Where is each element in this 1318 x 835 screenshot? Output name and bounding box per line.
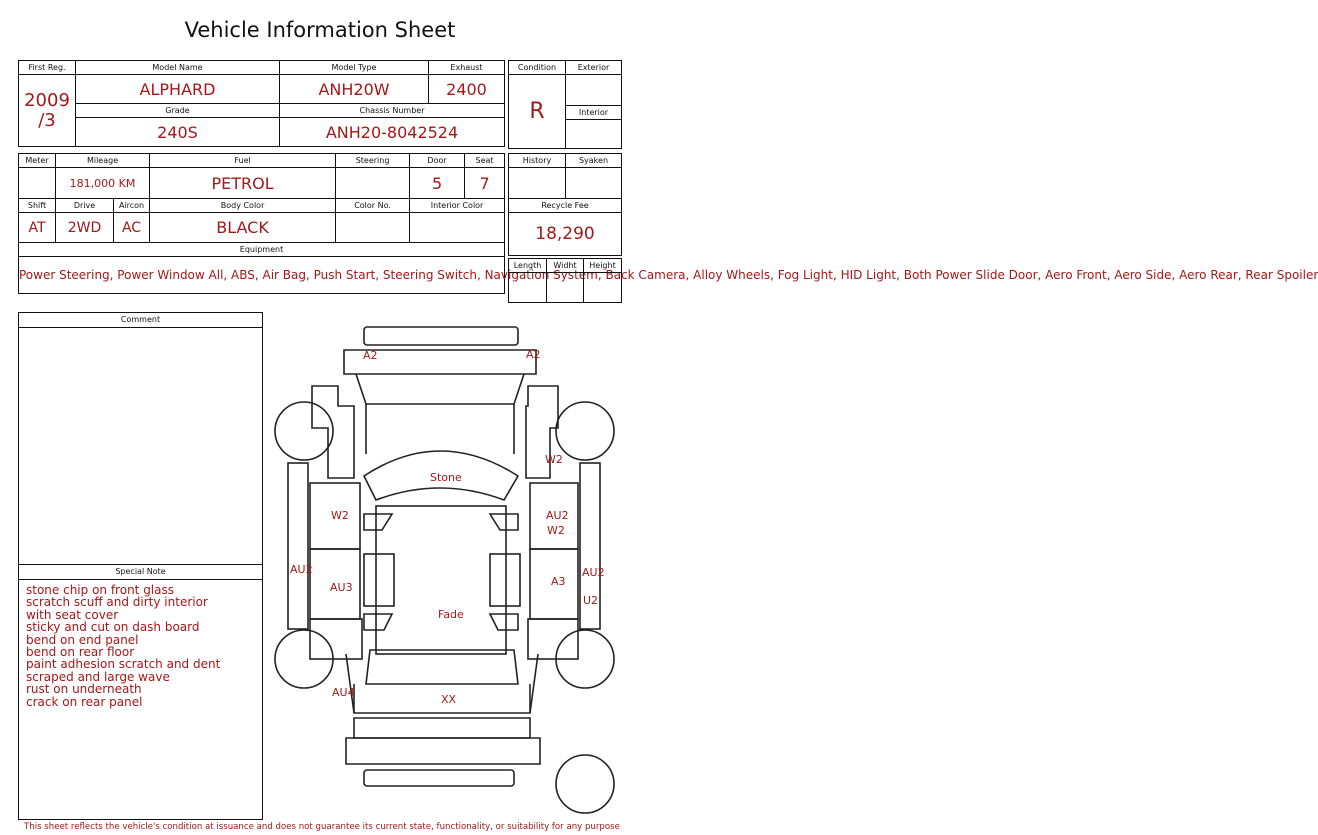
vehicle-info-table — [18, 60, 505, 147]
seat-value: 7 — [465, 168, 505, 199]
first-reg-month: /3 — [38, 109, 56, 131]
history-label: History — [509, 154, 566, 168]
first-reg-year: 2009 — [24, 89, 70, 111]
mark-roof: Fade — [438, 608, 464, 621]
equipment-label: Equipment — [19, 243, 505, 257]
height-label: Height — [584, 259, 622, 273]
mark-left-rear-door: AU3 — [330, 581, 353, 594]
right-quarter-window — [490, 614, 518, 630]
car-damage-diagram — [268, 318, 630, 822]
rear-bumper — [346, 738, 540, 764]
rear-window — [366, 650, 518, 684]
door-label: Door — [410, 154, 465, 168]
meter-label: Meter — [19, 154, 56, 168]
grade-label: Grade — [76, 104, 280, 118]
special-note-item: bend on rear floor — [26, 645, 135, 660]
model-type-value: ANH20W — [280, 75, 429, 104]
aircon-value: AC — [114, 213, 150, 243]
left-rear-quarter — [310, 619, 362, 659]
sheet-title: Vehicle Information Sheet — [184, 18, 456, 42]
condition-value: R — [509, 75, 566, 149]
first-reg-value — [19, 75, 76, 147]
mileage-value: 181,000 KM — [56, 168, 150, 199]
model-name-value: ALPHARD — [76, 75, 280, 104]
drive-label: Drive — [56, 199, 114, 213]
mileage-label: Mileage — [56, 154, 150, 168]
mark-right-front-fender: W2 — [545, 453, 563, 466]
length-value — [509, 273, 547, 303]
chassis-number-label: Chassis Number — [280, 104, 505, 118]
history-table — [508, 153, 622, 256]
front-bumper-top — [364, 327, 518, 345]
mark-right-front-door-1: AU2 — [546, 509, 569, 522]
exterior-value — [566, 75, 622, 106]
rear-bumper-bottom — [364, 770, 514, 786]
drive-value: 2WD — [56, 213, 114, 243]
color-no-label: Color No. — [336, 199, 410, 213]
body-color-value: BLACK — [150, 213, 336, 243]
aircon-label: Aircon — [114, 199, 150, 213]
condition-label: Condition — [509, 61, 566, 75]
interior-value — [566, 120, 622, 149]
grade-value: 240S — [76, 118, 280, 147]
mark-right-side-1: AU2 — [582, 566, 605, 579]
left-front-window — [364, 514, 392, 530]
fuel-label: Fuel — [150, 154, 336, 168]
syaken-value — [566, 168, 622, 199]
special-note-list — [19, 580, 262, 708]
exterior-label: Exterior — [566, 61, 622, 75]
right-front-window — [490, 514, 518, 530]
special-note-item: stone chip on front glass — [26, 583, 175, 597]
history-value — [509, 168, 566, 199]
model-name-label: Model Name — [76, 61, 280, 75]
shift-value: AT — [19, 213, 56, 243]
rear-bumper-top — [354, 718, 530, 738]
left-quarter-window — [364, 614, 392, 630]
exhaust-label: Exhaust — [429, 61, 505, 75]
mark-right-front-door-2: W2 — [547, 524, 565, 537]
roof — [376, 506, 506, 654]
model-type-label: Model Type — [280, 61, 429, 75]
spare-wheel — [556, 755, 614, 813]
right-rear-quarter — [528, 619, 578, 659]
interior-color-value — [410, 213, 505, 243]
door-value: 5 — [410, 168, 465, 199]
comment-area — [19, 328, 262, 565]
equipment-value: Power Steering, Power Window All, ABS, Air Bag, Push Start, Steering Switch, Navigation System, Back Camera, Alloy Wheels, Fog Light, HID Light, Both Power Slide Door, Aero Front, Aero Side, Aero Rear, Rear Spoiler — [19, 257, 505, 294]
height-value — [584, 273, 622, 303]
mark-front-right: A2 — [526, 348, 541, 361]
mark-front-left: A2 — [363, 349, 378, 362]
dimensions-table — [508, 258, 622, 303]
interior-label: Interior — [566, 106, 622, 120]
left-rear-window — [364, 554, 394, 606]
first-reg-label: First Reg. — [19, 61, 76, 75]
left-front-wheel — [275, 402, 333, 460]
chassis-number-value: ANH20-8042524 — [280, 118, 505, 147]
front-panel — [356, 374, 524, 404]
steering-label: Steering — [336, 154, 410, 168]
fuel-value: PETROL — [150, 168, 336, 199]
exhaust-value: 2400 — [429, 75, 505, 104]
special-note-item: crack on rear panel — [26, 694, 143, 709]
mark-right-rear-door: A3 — [551, 575, 566, 588]
steering-value — [336, 168, 410, 199]
recycle-fee-label: Recycle Fee — [509, 199, 622, 213]
mark-left-front-door: W2 — [331, 509, 349, 522]
special-note-item: bend on end panel — [26, 632, 139, 647]
special-note-item: with seat cover — [26, 607, 119, 622]
special-note-item: scratch scuff and dirty interior — [26, 595, 208, 610]
width-value — [547, 273, 584, 303]
length-label: Length — [509, 259, 547, 273]
meter-value — [19, 168, 56, 199]
right-rear-window — [490, 554, 520, 606]
width-label: Widht — [547, 259, 584, 273]
mark-left-rear-fender: AU4 — [332, 686, 355, 699]
body-color-label: Body Color — [150, 199, 336, 213]
special-note-item: scraped and large wave — [26, 669, 170, 684]
condition-table — [508, 60, 622, 149]
front-pillars — [366, 404, 514, 454]
special-note-item: rust on underneath — [26, 682, 142, 697]
mark-hood: Stone — [430, 471, 462, 484]
interior-color-label: Interior Color — [410, 199, 505, 213]
mark-rear: XX — [441, 693, 457, 706]
color-no-value — [336, 213, 410, 243]
special-note-item: paint adhesion scratch and dent — [26, 657, 221, 672]
seat-label: Seat — [465, 154, 505, 168]
syaken-label: Syaken — [566, 154, 622, 168]
notes-panel — [18, 312, 263, 820]
recycle-fee-value: 18,290 — [509, 213, 622, 256]
disclaimer-footer: This sheet reflects the vehicle's condition at issuance and does not guarantee its current state, functionality, or suitability for any purpose — [24, 822, 620, 832]
left-side-strip — [288, 463, 308, 629]
shift-label: Shift — [19, 199, 56, 213]
mark-right-side-2: U2 — [583, 594, 599, 607]
right-front-wheel — [556, 402, 614, 460]
mark-left-side: AU2 — [290, 563, 313, 576]
special-note-label: Special Note — [19, 565, 262, 580]
special-note-item: sticky and cut on dash board — [26, 620, 200, 635]
comment-label: Comment — [19, 313, 262, 328]
